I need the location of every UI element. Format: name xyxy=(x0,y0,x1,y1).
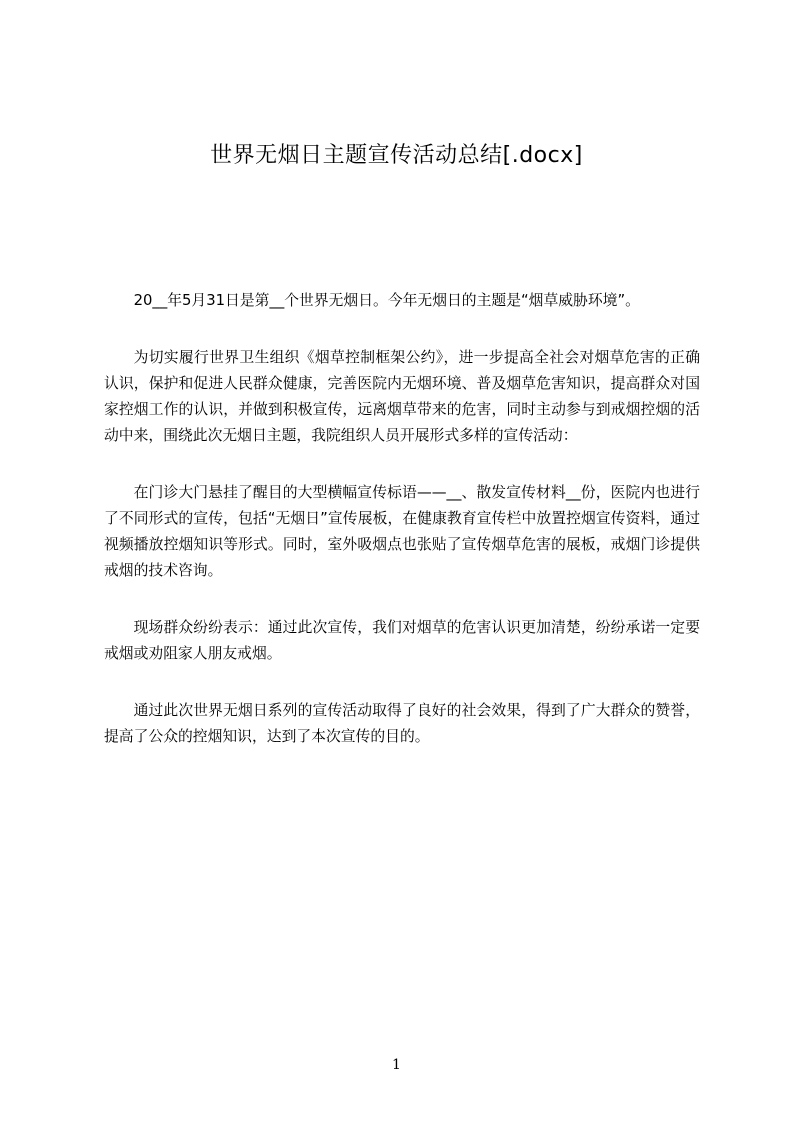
paragraph-public-response: 现场群众纷纷表示：通过此次宣传，我们对烟草的危害认识更加清楚，纷纷承诺一定要戒烟或劝阻家人朋友戒烟。 xyxy=(104,619,700,662)
page-number: 1 xyxy=(392,1057,401,1073)
paragraph-conclusion: 通过此次世界无烟日系列的宣传活动取得了良好的社会效果，得到了广大群众的赞誉，提高了公众的控烟知识，达到了本次宣传的目的。 xyxy=(104,702,700,745)
paragraph-activities: 在门诊大门悬挂了醒目的大型横幅宣传标语——__、散发宣传材料__份，医院内也进行了不同形式的宣传，包括“无烟日”宣传展板，在健康教育宣传栏中放置控烟宣传资料，通过视频播放控烟知识等形式。同时，室外吸烟点也张贴了宣传烟草危害的展板，戒烟门诊提供戒烟的技术咨询。 xyxy=(104,484,700,579)
paragraph-purpose: 为切实履行世界卫生组织《烟草控制框架公约》，进一步提高全社会对烟草危害的正确认识，保护和促进人民群众健康，完善医院内无烟环境、普及烟草危害知识，提高群众对国家控烟工作的认识，并做到积极宣传，远离烟草带来的危害，同时主动参与到戒烟控烟的活动中来，围绕此次无烟日主题，我院组织人员开展形式多样的宣传活动： xyxy=(104,349,700,444)
paragraph-date-theme: 20__年5月31日是第__个世界无烟日。今年无烟日的主题是“烟草威胁环境”。 xyxy=(133,292,640,309)
page-title: 世界无烟日主题宣传活动总结[.docx] xyxy=(210,143,583,168)
document-body xyxy=(104,288,700,781)
